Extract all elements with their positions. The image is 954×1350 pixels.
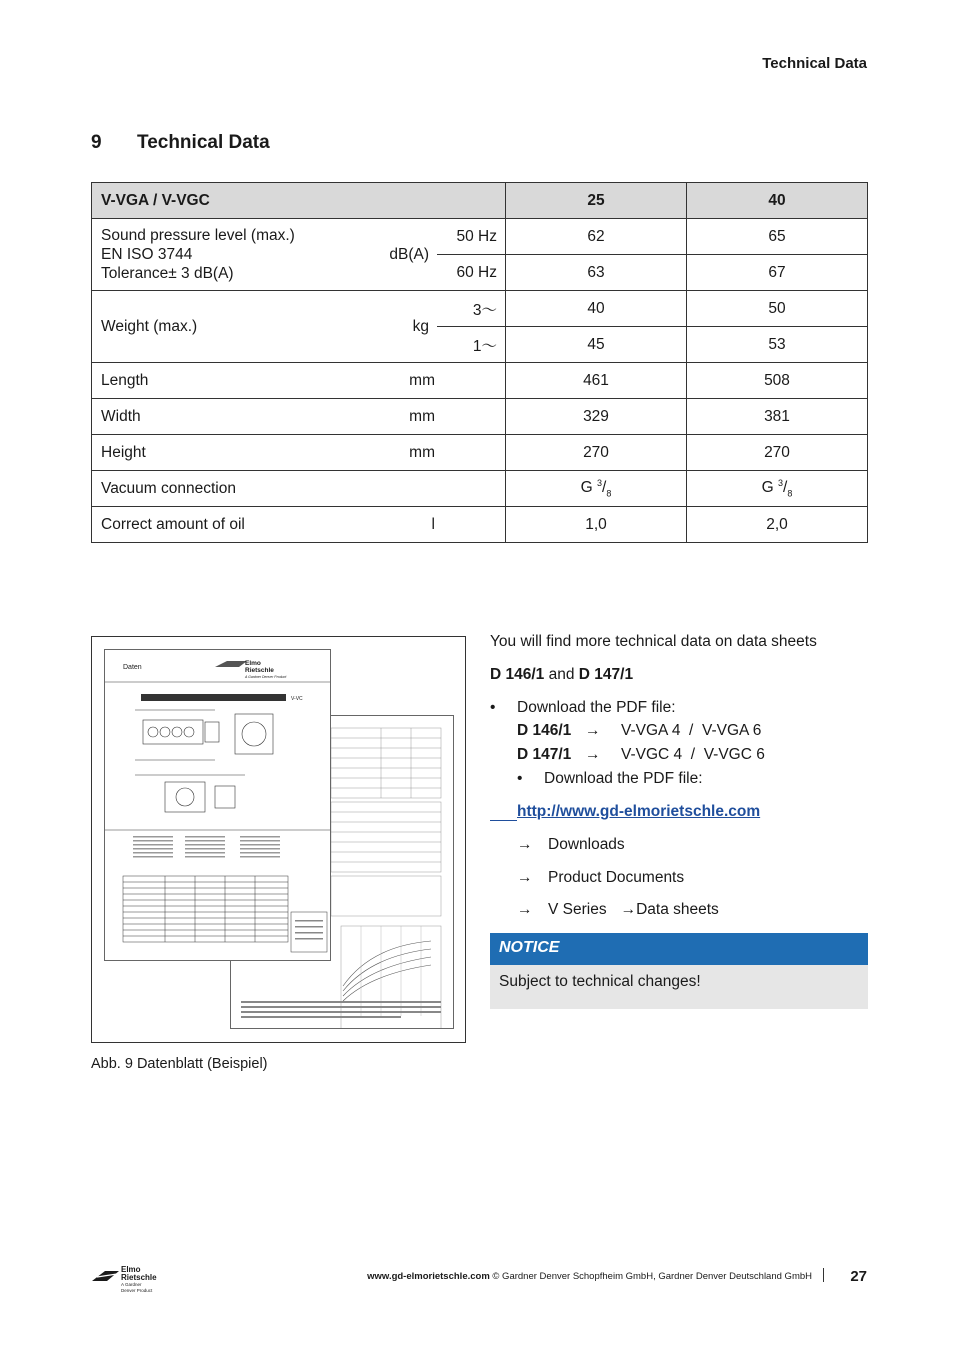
length-label: Length	[101, 371, 149, 389]
section-title	[91, 132, 270, 154]
nav-step-1	[517, 836, 625, 854]
footer-copyright	[367, 1271, 812, 1282]
length-label-cell	[92, 363, 506, 399]
table-row	[92, 291, 868, 327]
header-model: V-VGA / V-VGC	[92, 183, 506, 219]
map-row-2	[517, 746, 765, 764]
sound-label-line-2: EN ISO 3744	[101, 246, 193, 263]
datasheet-refs	[490, 666, 633, 684]
footer-copyright-text: © Gardner Denver Schopfheim GmbH, Gardner Denver Deutschland GmbH	[489, 1271, 812, 1282]
arrow-icon: →	[585, 746, 601, 763]
sound-50hz-40: 65	[687, 219, 868, 255]
datasheet-brand	[245, 660, 286, 681]
datasheet-ref-b: D 147/1	[578, 666, 634, 683]
nav-step-3b-text: Data sheets	[636, 901, 719, 918]
table-row	[92, 219, 868, 255]
map-1-code: D 146/1	[517, 722, 572, 739]
vacuum-40-num: 3	[778, 478, 784, 489]
technical-data-table	[91, 182, 868, 543]
height-40: 270	[687, 435, 868, 471]
sound-60hz-25: 63	[506, 255, 687, 291]
logo-swoosh-icon	[91, 1268, 121, 1284]
logo-tagline: A Gardner Denver Product	[121, 1282, 153, 1293]
header-col-40: 40	[687, 183, 868, 219]
oil-25: 1,0	[506, 507, 687, 543]
logo-line-2: Rietschle	[121, 1273, 157, 1282]
sound-50hz-25: 62	[506, 219, 687, 255]
vacuum-25-den: 8	[606, 488, 612, 499]
bullet-1-text: Download the PDF file:	[517, 699, 676, 716]
width-40: 381	[687, 399, 868, 435]
table-row	[92, 363, 868, 399]
website-link[interactable]: http://www.gd-elmorietschle.com	[517, 803, 761, 820]
section-number: 9	[91, 132, 102, 153]
length-25: 461	[506, 363, 687, 399]
map-2-code: D 147/1	[517, 746, 572, 763]
vacuum-40: G $^3/_8$	[687, 471, 868, 507]
table-row	[92, 507, 868, 543]
link-underline-lead	[490, 803, 517, 821]
oil-40: 2,0	[687, 507, 868, 543]
bullet-dot: •	[517, 770, 523, 787]
sound-label-line-1: Sound pressure level (max.)	[101, 227, 295, 244]
oil-label-cell	[92, 507, 506, 543]
running-head: Technical Data	[762, 55, 867, 72]
arrow-icon: →	[517, 869, 533, 886]
datasheet-brand-line-2: Rietschle	[245, 667, 274, 674]
table-row	[92, 399, 868, 435]
header-col-25: 25	[506, 183, 687, 219]
height-label: Height	[101, 443, 146, 461]
datasheet-ref-a: D 146/1	[490, 666, 545, 683]
datasheet-tagline: A Gardner Denver Product	[245, 675, 287, 679]
arrow-icon: →	[517, 901, 533, 918]
width-25: 329	[506, 399, 687, 435]
map-row-1	[517, 722, 761, 740]
length-40: 508	[687, 363, 868, 399]
bullet-2-text: Download the PDF file:	[544, 770, 703, 787]
bullet-2	[517, 770, 703, 788]
intro-text: You will find more technical data on data sheets	[490, 633, 817, 650]
notice-title-bar: NOTICE	[490, 933, 868, 965]
sound-unit: dB(A)	[389, 245, 429, 263]
height-label-cell	[92, 435, 506, 471]
table-header-row	[92, 183, 868, 219]
oil-unit: l	[431, 515, 435, 533]
website-link-row[interactable]	[490, 803, 760, 821]
width-label: Width	[101, 407, 141, 425]
weight-1phase-25: 45	[506, 327, 687, 363]
vacuum-25-base: G	[580, 479, 598, 497]
weight-label: Weight (max.)	[101, 317, 198, 335]
arrow-icon: →	[620, 901, 637, 918]
arrow-icon: →	[517, 836, 533, 853]
nav-step-3a-text: V Series	[548, 901, 607, 918]
oil-label: Correct amount of oil	[101, 515, 245, 533]
vacuum-label-cell	[92, 471, 506, 507]
vacuum-40-den: 8	[787, 488, 793, 499]
map-2-models: V-VGC 4 / V-VGC 6	[621, 746, 765, 763]
weight-sub-1phase: 1～	[437, 327, 506, 363]
sound-label-line-3: Tolerance± 3 dB(A)	[101, 265, 234, 282]
sound-sub-60hz: 60 Hz	[437, 255, 506, 291]
length-unit: mm	[409, 371, 435, 389]
sound-60hz-40: 67	[687, 255, 868, 291]
footer-website: www.gd-elmorietschle.com	[367, 1271, 490, 1282]
map-1-models: V-VGA 4 / V-VGA 6	[621, 722, 762, 739]
weight-label-cell	[92, 291, 438, 363]
nav-step-2	[517, 869, 684, 887]
section-title-text: Technical Data	[137, 132, 270, 153]
weight-3phase-40: 50	[687, 291, 868, 327]
weight-3phase-25: 40	[506, 291, 687, 327]
height-unit: mm	[409, 443, 435, 461]
sound-label-cell	[92, 219, 438, 291]
weight-sub-3phase: 3～	[437, 291, 506, 327]
datasheet-front-page	[104, 649, 331, 961]
logo-line-1: Elmo	[121, 1265, 141, 1274]
datasheet-ref-and: and	[544, 666, 579, 683]
bullet-1	[490, 699, 676, 717]
vacuum-25-num: 3	[597, 478, 603, 489]
vacuum-40-base: G	[761, 479, 779, 497]
figure-caption: Abb. 9 Datenblatt (Beispiel)	[91, 1056, 268, 1072]
datasheet-figure	[91, 636, 466, 1043]
table-row	[92, 471, 868, 507]
width-label-cell	[92, 399, 506, 435]
nav-step-1-text: Downloads	[548, 836, 625, 853]
datasheet-brand-line-1: Elmo	[245, 660, 261, 667]
arrow-icon: →	[585, 722, 601, 739]
height-25: 270	[506, 435, 687, 471]
page-number: 27	[850, 1268, 867, 1285]
vacuum-label: Vacuum connection	[101, 479, 236, 497]
notice-body: Subject to technical changes!	[490, 965, 868, 1009]
table-row	[92, 435, 868, 471]
sound-sub-50hz: 50 Hz	[437, 219, 506, 255]
datasheet-series: V-VC	[291, 696, 303, 702]
nav-step-2-text: Product Documents	[548, 869, 685, 886]
nav-step-3	[517, 901, 719, 919]
datasheet-title: Daten	[123, 664, 142, 671]
weight-1phase-40: 53	[687, 327, 868, 363]
weight-unit: kg	[412, 317, 429, 335]
footer-separator	[823, 1268, 824, 1282]
vacuum-25: G $^3/_8$	[506, 471, 687, 507]
bullet-dot: •	[490, 699, 496, 716]
width-unit: mm	[409, 407, 435, 425]
